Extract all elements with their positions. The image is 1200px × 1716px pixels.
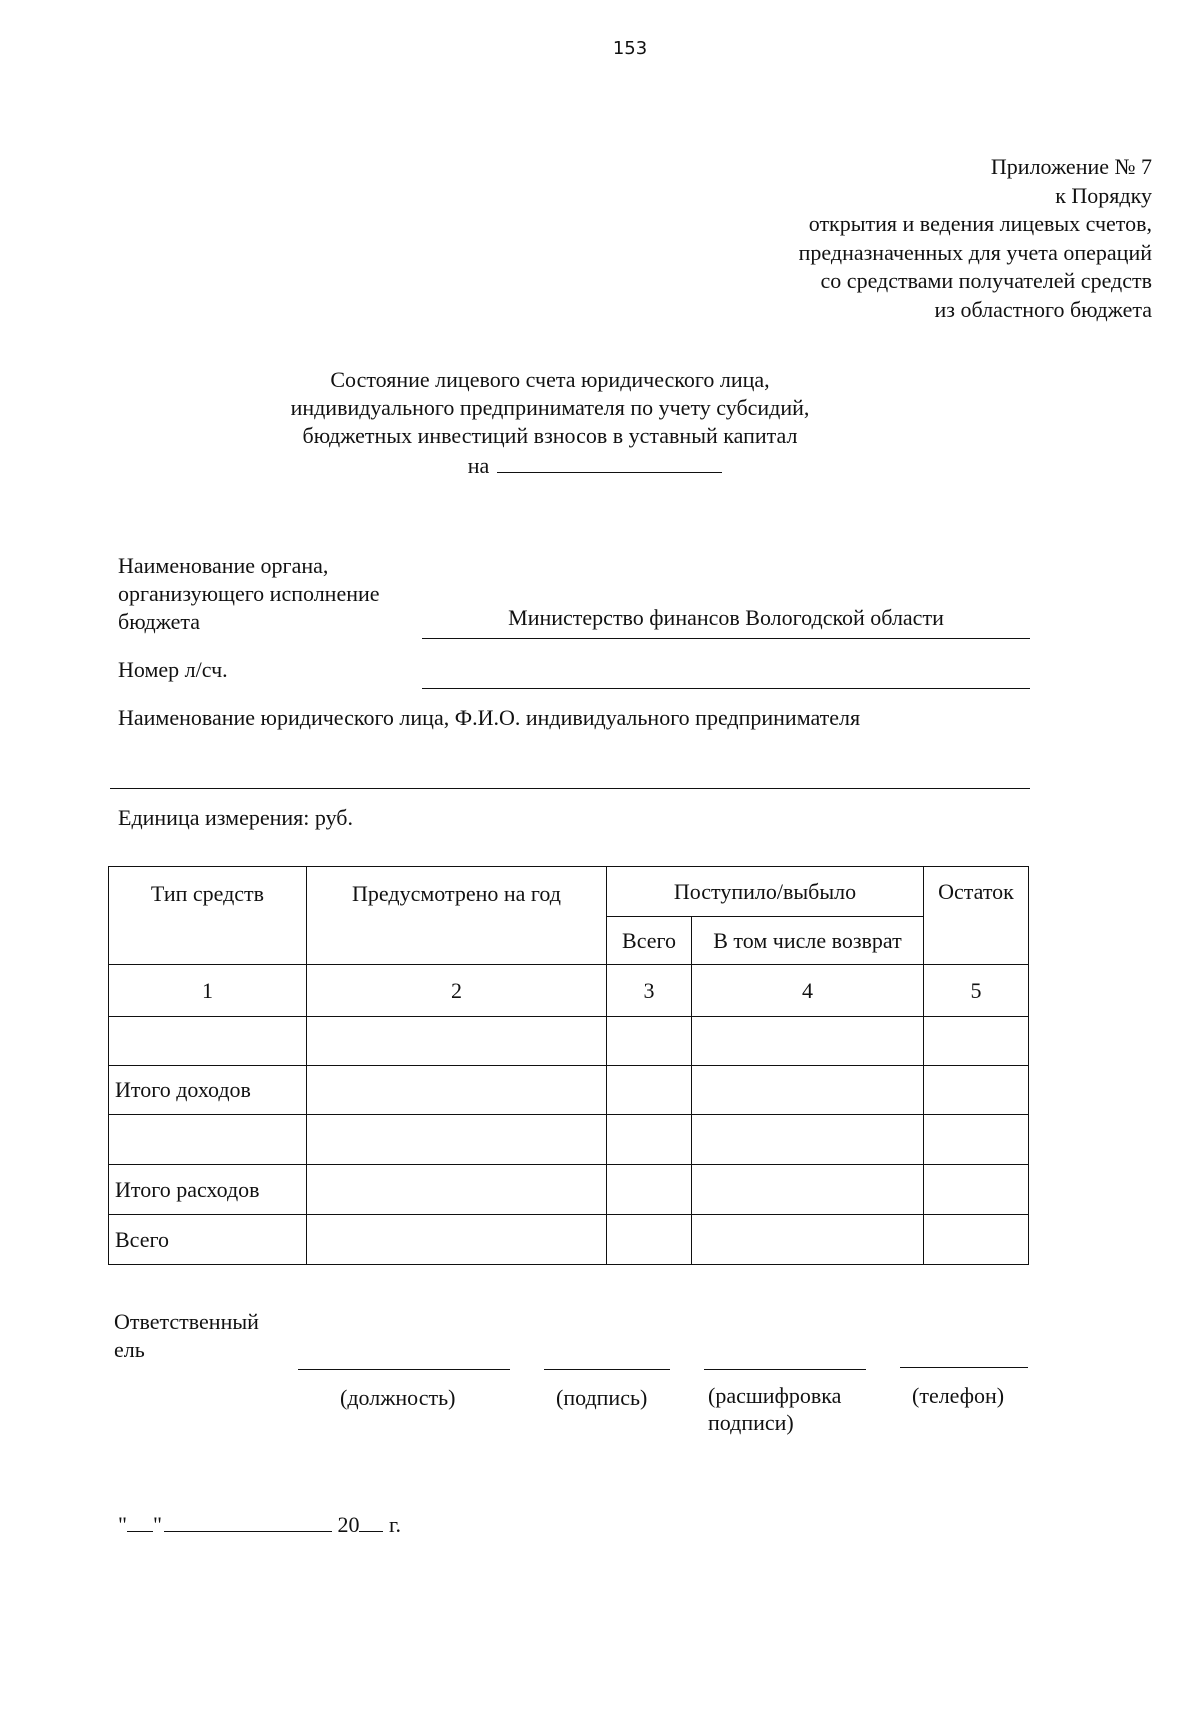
- appendix-line: из областного бюджета: [934, 296, 1152, 322]
- signature-decode-field[interactable]: [704, 1368, 866, 1370]
- responsible-label: [114, 1308, 259, 1364]
- entity-name-field[interactable]: [110, 752, 1030, 789]
- decode-caption-line: подписи): [708, 1410, 794, 1435]
- row-label: Итого доходов: [109, 1066, 307, 1115]
- table-row: [109, 1165, 1029, 1215]
- signature-field[interactable]: [544, 1368, 670, 1370]
- signature-caption: (подпись): [556, 1385, 648, 1410]
- position-field[interactable]: [298, 1368, 510, 1370]
- table-row: [109, 1215, 1029, 1265]
- table-cell[interactable]: [692, 1017, 924, 1066]
- table-cell[interactable]: [307, 1066, 607, 1115]
- column-number: 2: [307, 965, 607, 1017]
- table-cell[interactable]: [607, 1017, 692, 1066]
- row-label: Всего: [109, 1215, 307, 1265]
- account-number-field[interactable]: [422, 666, 1030, 689]
- account-label: Номер л/сч.: [118, 657, 228, 682]
- appendix-line: со средствами получателей средств: [820, 268, 1152, 293]
- document-title: [230, 366, 870, 480]
- table-row: [109, 1115, 1029, 1165]
- table-row: [109, 1017, 1029, 1066]
- decode-caption-line: (расшифровка: [708, 1383, 842, 1408]
- header-flow-return: В том числе возврат: [692, 917, 924, 965]
- signature-decode-caption: [708, 1382, 841, 1436]
- table-cell[interactable]: [692, 1215, 924, 1265]
- day-field[interactable]: [127, 1513, 153, 1532]
- org-label-line: организующего исполнение: [118, 581, 380, 606]
- table-cell[interactable]: [924, 1115, 1029, 1165]
- table-row: [109, 1066, 1029, 1115]
- table-cell[interactable]: [607, 1165, 692, 1215]
- date-quote-open: ": [118, 1512, 127, 1537]
- year-prefix: 20: [337, 1512, 360, 1537]
- table-cell[interactable]: [692, 1115, 924, 1165]
- table-cell[interactable]: [692, 1165, 924, 1215]
- column-number: 5: [924, 965, 1029, 1017]
- month-field[interactable]: [164, 1513, 332, 1532]
- title-date-field[interactable]: [497, 450, 722, 473]
- appendix-line: Приложение № 7: [990, 154, 1152, 179]
- appendix-line: открытия и ведения лицевых счетов,: [808, 211, 1152, 236]
- column-number: 3: [607, 965, 692, 1017]
- table-cell[interactable]: [692, 1066, 924, 1115]
- table-cell[interactable]: [307, 1215, 607, 1265]
- entity-label: Наименование юридического лица, Ф.И.О. индивидуального предпринимателя: [118, 705, 861, 730]
- account-state-table: [108, 866, 1029, 1265]
- title-date-row: [230, 450, 870, 480]
- table-cell[interactable]: [307, 1017, 607, 1066]
- header-flow-total: Всего: [607, 917, 692, 965]
- org-value: Министерство финансов Вологодской области: [508, 605, 944, 630]
- appendix-block: [799, 153, 1152, 324]
- table-cell[interactable]: [607, 1066, 692, 1115]
- org-label-line: бюджета: [118, 609, 201, 634]
- table-cell[interactable]: [607, 1115, 692, 1165]
- header-planned: Предусмотрено на год: [307, 867, 607, 965]
- date-line: [118, 1512, 401, 1538]
- column-number: 4: [692, 965, 924, 1017]
- org-value-field[interactable]: [422, 602, 1030, 639]
- row-label[interactable]: [109, 1017, 307, 1066]
- header-balance: Остаток: [924, 867, 1029, 965]
- page-number: 153: [612, 38, 648, 59]
- title-date-prefix: на: [467, 453, 490, 478]
- year-field[interactable]: [359, 1513, 383, 1532]
- position-caption: (должность): [340, 1385, 456, 1410]
- table-cell[interactable]: [607, 1215, 692, 1265]
- table-cell[interactable]: [307, 1165, 607, 1215]
- header-type: Тип средств: [109, 867, 307, 965]
- year-suffix: г.: [388, 1512, 402, 1537]
- title-line: индивидуального предпринимателя по учету субсидий,: [290, 395, 810, 420]
- org-label-line: Наименование органа,: [118, 553, 329, 578]
- date-quote-close: ": [152, 1512, 162, 1537]
- appendix-line: к Порядку: [1055, 182, 1152, 208]
- title-line: бюджетных инвестиций взносов в уставный капитал: [302, 423, 798, 448]
- table-cell[interactable]: [924, 1017, 1029, 1066]
- phone-caption: (телефон): [912, 1383, 1005, 1408]
- phone-field[interactable]: [900, 1366, 1028, 1368]
- org-label: [118, 552, 380, 636]
- header-flow: Поступило/выбыло: [607, 867, 924, 917]
- responsible-label-line: Ответственный: [114, 1309, 259, 1334]
- appendix-line: предназначенных для учета операций: [798, 239, 1152, 265]
- responsible-label-line: ель: [114, 1337, 145, 1362]
- row-label: Итого расходов: [109, 1165, 307, 1215]
- table-cell[interactable]: [924, 1165, 1029, 1215]
- table-cell[interactable]: [924, 1066, 1029, 1115]
- unit-label: Единица измерения: руб.: [118, 805, 353, 830]
- row-label[interactable]: [109, 1115, 307, 1165]
- column-number: 1: [109, 965, 307, 1017]
- table-cell[interactable]: [924, 1215, 1029, 1265]
- title-line: Состояние лицевого счета юридического лица,: [330, 367, 770, 392]
- table-cell[interactable]: [307, 1115, 607, 1165]
